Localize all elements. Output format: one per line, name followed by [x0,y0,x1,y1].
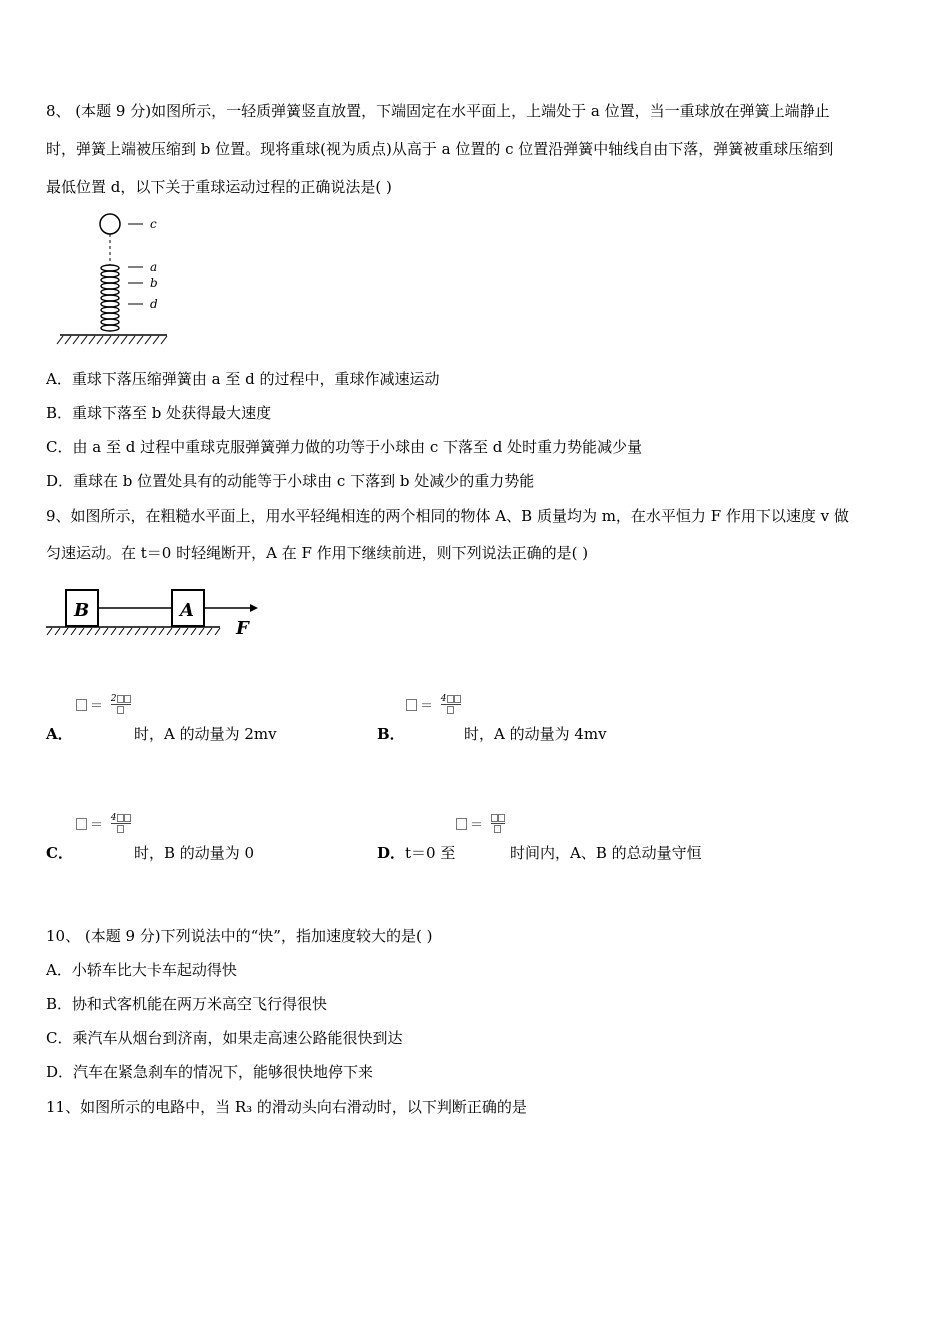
q9-formula-b: ＝ 4 [406,694,461,715]
q8-option-b: B．重球下落至 b 处获得最大速度 [46,404,272,422]
label-c: c [150,217,157,231]
label-d: d [150,297,158,311]
q8-line-2: 时，弹簧上端被压缩到 b 位置。现将重球(视为质点)从高于 a 位置的 c 位置沿弹簧中轴线自由下落，弹簧被重球压缩到 [46,140,834,158]
svg-text:F: F [236,618,249,638]
q9-formula-c: ＝ 4 [76,813,131,834]
q9-formula-a: ＝ 2 [76,694,131,715]
q10-option-a: A．小轿车比大卡车起动得快 [46,961,237,979]
q9-option-c: 时，B 的动量为 0 [134,844,255,862]
q8-option-c: C．由 a 至 d 过程中重球克服弹簧弹力做的功等于小球由 c 下落至 d 处时重力势能减少量 [46,438,643,456]
spring-figure [55,210,175,350]
label-a: a [150,260,158,274]
q9-option-b: 时，A 的动量为 4mv [464,725,607,743]
q9-option-c-label: C． [46,844,73,862]
q9-formula-d: ＝ [456,813,505,834]
q8-option-d: D．重球在 b 位置处具有的动能等于小球由 c 下落到 b 处减少的重力势能 [46,472,535,490]
q10-option-b: B．协和式客机能在两万米高空飞行得很快 [46,995,328,1013]
q9-option-a-label: A． [46,725,73,743]
q8-line-3: 最低位置 d，以下关于重球运动过程的正确说法是( ) [46,178,392,196]
blocks-figure [44,576,264,638]
q10-option-c: C．乘汽车从烟台到济南，如果走高速公路能很快到达 [46,1029,403,1047]
svg-text:B: B [74,600,90,621]
label-b: b [150,276,158,290]
q8-line-1: 8、 (本题 9 分)如图所示，一轻质弹簧竖直放置，下端固定在水平面上，上端处于 a 位置，当一重球放在弹簧上端静止 [46,102,830,120]
q9-option-d: 时间内，A、B 的总动量守恒 [510,844,702,862]
q9-option-d-label: D．t＝0 至 [377,844,456,862]
q9-option-a: 时，A 的动量为 2mv [134,725,277,743]
spring-coils [101,265,119,331]
q10-option-d: D．汽车在紧急刹车的情况下，能够很快地停下来 [46,1063,374,1081]
q10-line-1: 10、 (本题 9 分)下列说法中的“快”，指加速度较大的是( ) [46,927,433,945]
q9-line-1: 9、如图所示，在粗糙水平面上，用水平轻绳相连的两个相同的物体 A、B 质量均为 m，在水平恒力 F 作用下以速度 v 做 [46,507,849,525]
svg-text:A: A [180,600,194,621]
q11-line-1: 11、如图所示的电路中，当 R₃ 的滑动头向右滑动时，以下判断正确的是 [46,1098,527,1116]
q8-option-a: A．重球下落压缩弹簧由 a 至 d 的过程中，重球作减速运动 [46,370,440,388]
q9-line-2: 匀速运动。在 t＝0 时轻绳断开，A 在 F 作用下继续前进，则下列说法正确的是( ) [46,544,589,562]
ball [100,214,120,234]
q9-option-b-label: B． [377,725,405,743]
